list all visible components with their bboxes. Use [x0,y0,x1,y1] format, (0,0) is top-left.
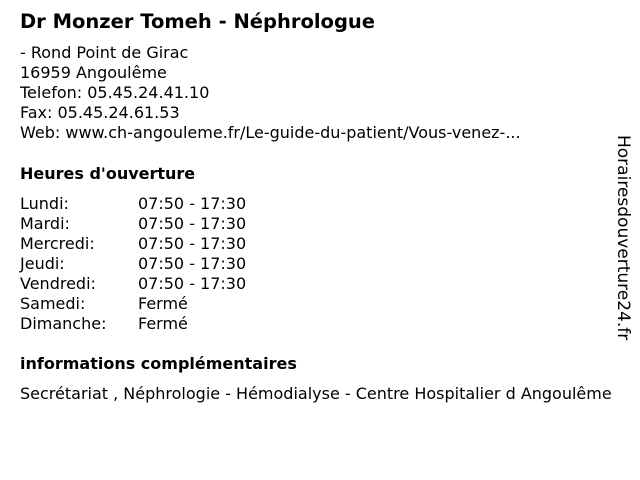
hours-row-friday [20,274,246,294]
day-label: Mercredi: [20,234,95,253]
website-link[interactable]: Web: www.ch-angouleme.fr/Le-guide-du-patient/Vous-venez-... [20,123,521,142]
contact-block [20,43,521,143]
address-city: 16959 Angoulême [20,63,167,82]
time-value: 07:50 - 17:30 [138,194,247,213]
watermark-text: Horairesdouverture24.fr [613,135,633,341]
day-label: Samedi: [20,294,86,313]
time-value: 07:50 - 17:30 [138,274,247,293]
time-value: 07:50 - 17:30 [138,234,247,253]
page-title: Dr Monzer Tomeh - Néphrologue [20,10,376,33]
time-value: Fermé [138,294,188,313]
time-value: 07:50 - 17:30 [138,214,247,233]
time-value: 07:50 - 17:30 [138,254,247,273]
additional-info-text: Secrétariat , Néphrologie - Hémodialyse - Centre Hospitalier d Angoulême [20,384,612,403]
day-label: Vendredi: [20,274,96,293]
day-label: Mardi: [20,214,70,233]
day-label: Jeudi: [20,254,65,273]
day-label: Dimanche: [20,314,107,333]
opening-hours-heading: Heures d'ouverture [20,164,196,183]
time-value: Fermé [138,314,188,333]
address-street: - Rond Point de Girac [20,43,189,62]
hours-row-thursday [20,254,246,274]
opening-hours-table [20,194,246,334]
hours-row-sunday [20,314,246,334]
hours-row-tuesday [20,214,246,234]
day-label: Lundi: [20,194,69,213]
phone-number: Telefon: 05.45.24.41.10 [20,83,210,102]
watermark [608,135,638,345]
hours-row-monday [20,194,246,214]
additional-info-heading: informations complémentaires [20,354,297,373]
fax-number: Fax: 05.45.24.61.53 [20,103,180,122]
hours-row-saturday [20,294,246,314]
hours-row-wednesday [20,234,246,254]
